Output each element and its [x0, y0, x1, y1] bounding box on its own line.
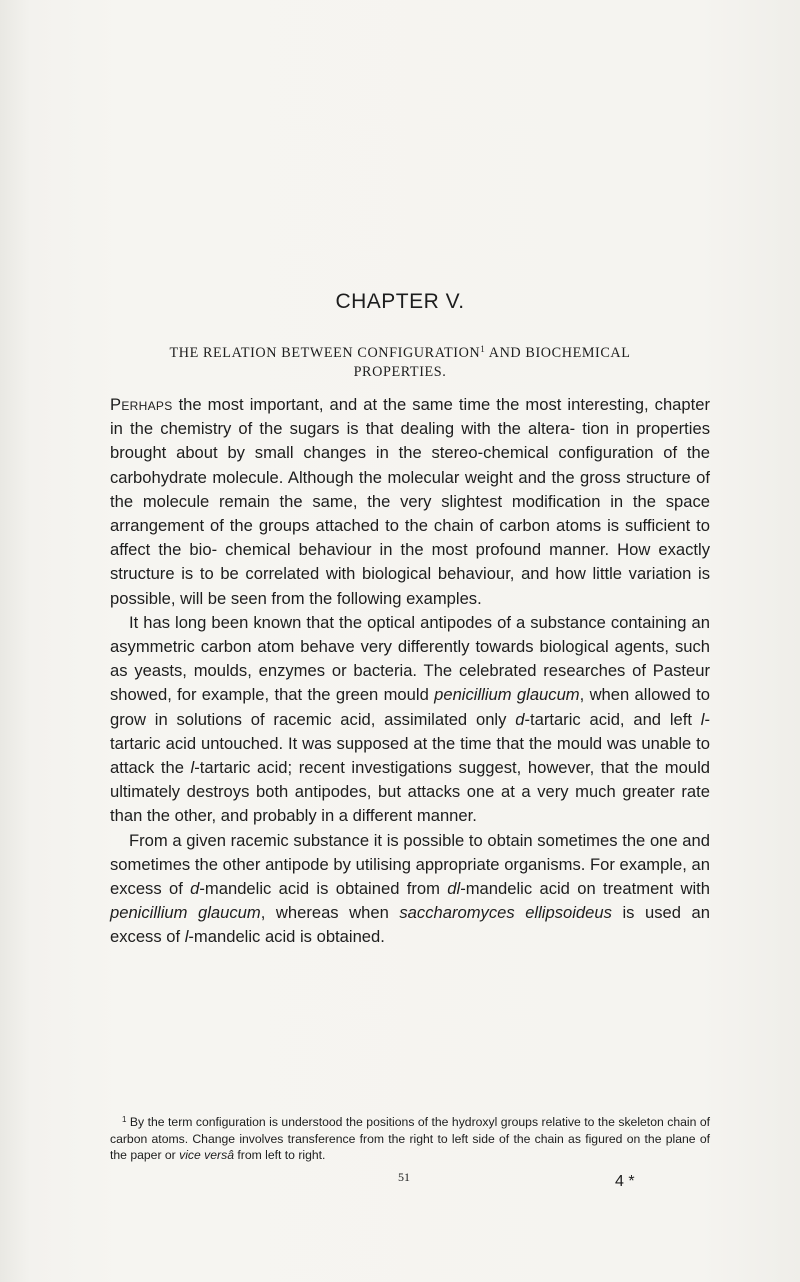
paragraph-1-lead: Perhaps — [110, 395, 173, 414]
chapter-title-line1-end: AND BIOCHEMICAL — [485, 345, 631, 361]
footnote — [110, 1112, 710, 1164]
paragraph-3-text: From a given racemic substance it is possible to obtain sometimes the one and sometimes the other antipode by utilising appropriate organisms. For example, an excess of — [110, 830, 710, 899]
chapter-heading: CHAPTER V. — [335, 290, 465, 313]
italic-term: l — [190, 758, 195, 778]
footnote-reference-mark: 1 — [480, 344, 486, 354]
paragraph-2-text: -tartaric acid; recent investigations suggest, however, that the mould ultimately destroys both antipodes, but attacks one at a very much greater rate than the other, and probably in a different manner. — [110, 758, 711, 826]
paragraph-3-text: -mandelic acid is obtained. — [188, 927, 385, 947]
footnote-mark: 1 — [122, 1115, 127, 1124]
printer-signature-mark: 4 * — [615, 1173, 635, 1190]
footnote-text: By the term configuration is understood the positions of the hydroxyl groups relative to the skeleton chain of carbon atoms. Change involves transference from the right to left side of the chain as figured on the plane of the paper or — [110, 1115, 710, 1162]
italic-term: d — [515, 709, 525, 729]
paragraph-2-text: , when allowed to grow in solutions of racemic acid, assimilated only — [110, 685, 710, 729]
italic-term: vice versâ — [179, 1148, 234, 1162]
italic-term: d — [190, 879, 200, 899]
chapter-title — [100, 340, 700, 382]
italic-term: dl — [447, 879, 461, 899]
footnote-text: from left to right. — [233, 1148, 326, 1162]
italic-term: l — [184, 927, 189, 947]
italic-term: penicillium glaucum — [110, 903, 261, 923]
chapter-title-line2: PROPERTIES. — [353, 364, 447, 380]
paragraph-1-text: the most important, and at the same time the most interesting, chapter in the chemistry of the sugars is that dealing with the altera- tion in properties brought about by small changes in the stereo-chemical configuration of the carbohydrate molecule. Although the molecular weight and the gross structure of the molecule remain the same, the very slightest modification in the space arrangement of the groups attached to the chain of carbon atoms is sufficient to affect the bio- chemical behaviour in the most profound manner. How exactly structure is to be correlated with biological behaviour, and how little variation is possible, will be seen from the following examples. — [110, 395, 710, 608]
paragraph-2-text: It has long been known that the optical antipodes of a substance containing an asymmetric carbon atom behave very differently towards biological agents, such as yeasts, moulds, enzymes or bacteria. The celebrated researches of Pasteur showed, for example, that the green mould — [110, 612, 710, 705]
page-number: 51 — [398, 1170, 410, 1184]
italic-term: l — [700, 709, 705, 729]
paragraph-3-text: -mandelic acid is obtained from — [199, 879, 448, 899]
paragraph-3-text: is used an excess of — [110, 903, 710, 947]
paragraph-3-text: , whereas when — [260, 903, 400, 923]
italic-term: penicillium glaucum — [434, 685, 580, 705]
paragraph-2-text: -tartaric acid, and left — [524, 709, 701, 729]
chapter-title-line1: THE RELATION BETWEEN CONFIGURATION — [169, 345, 481, 361]
paragraph-3 — [110, 829, 710, 950]
italic-term: saccharomyces ellipsoideus — [399, 903, 612, 923]
paragraph-3-text: -mandelic acid on treatment with — [460, 879, 710, 899]
paragraph-2-text: -tartaric acid untouched. It was supposed at the time that the mould was unable to attack the — [110, 709, 710, 778]
paragraph-2 — [110, 611, 710, 829]
paragraph-1 — [110, 393, 710, 611]
body-text — [110, 393, 710, 950]
